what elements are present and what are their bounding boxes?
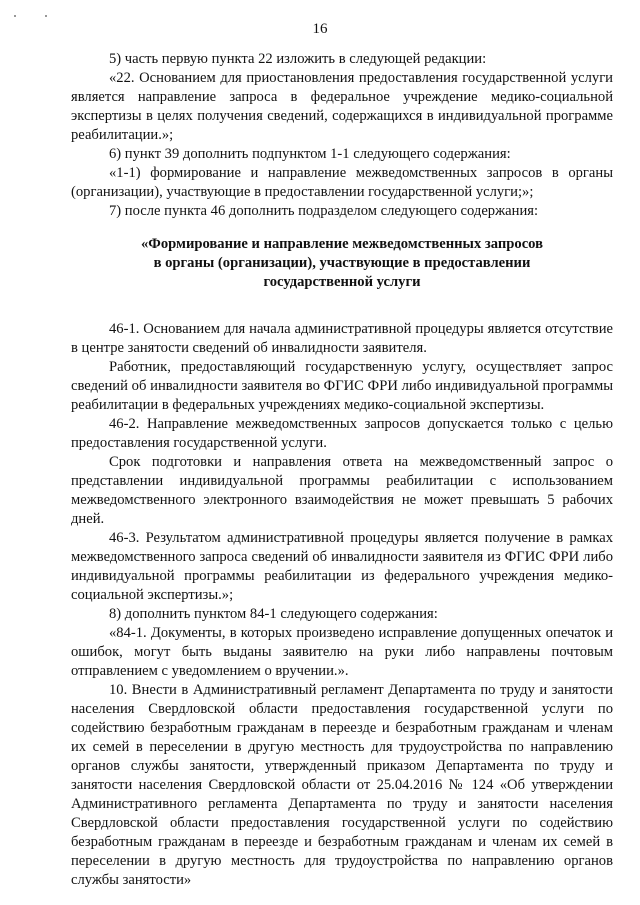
paragraph-quote-84-1: «84-1. Документы, в которых произведено исправление допущенных опечаток и ошибок, могут быть выданы заявителю на руки либо направлены почтовым отправлением с уведомлением о вручении.». xyxy=(71,625,613,679)
paragraph-response-term: Срок подготовки и направления ответа на межведомственный запрос о представлении индивидуальной программы реабилитации с использованием межведомственного электронного взаимодействия не может превышать 5 рабочих дней. xyxy=(71,454,613,527)
paragraph-item-8: 8) дополнить пунктом 84-1 следующего содержания: xyxy=(109,606,438,622)
scan-speck xyxy=(45,15,47,17)
paragraph-46-2: 46-2. Направление межведомственных запросов допускается только с целью предоставления государственной услуги. xyxy=(71,416,613,451)
heading-line: в органы (организации), участвующие в предоставлении xyxy=(153,255,531,271)
scan-speck xyxy=(14,15,16,17)
paragraph-quote-22: «22. Основанием для приостановления предоставления государственной услуги является направление запроса в федеральное учреждение медико-социальной экспертизы в целях получения сведений, содержащихся в индивидуальной программе реабилитации.»; xyxy=(71,70,613,143)
paragraph-item-10: 10. Внести в Административный регламент Департамента по труду и занятости населения Свердловской области предоставления государственной услуги по содействию безработным гражданам в переезде и безработным гражданам и членам их семей в переселении в другую местность для трудоустройства по направлению органов службы занятости, утвержденный приказом Департамента по труду и занятости населения Свердловской области от 25.04.2016 № 124 «Об утверждении Административного регламента Департамента по труду и занятости населения Свердловской области предоставления государственной услуги по содействию безработным гражданам в переезде и безработным гражданам и членам их семей в переселении в другую местность для трудоустройства по направлению органов службы занятости» xyxy=(71,682,613,888)
heading-line: «Формирование и направление межведомственных запросов xyxy=(141,236,543,252)
section-heading xyxy=(71,235,613,292)
heading-line: государственной услуги xyxy=(263,274,421,290)
paragraph-46-1: 46-1. Основанием для начала административной процедуры является отсутствие в центре занятости сведений об инвалидности заявителя. xyxy=(71,321,613,356)
paragraph-item-7: 7) после пункта 46 дополнить подразделом следующего содержания: xyxy=(109,203,539,219)
document-body xyxy=(71,50,613,890)
page-number: 16 xyxy=(312,21,328,37)
paragraph-quote-1-1: «1-1) формирование и направление межведомственных запросов в органы (организации), участвующие в предоставлении государственной услуги;»; xyxy=(71,165,613,200)
paragraph-46-3: 46-3. Результатом административной процедуры является получение в рамках межведомственного запроса сведений об инвалидности заявителя из ФГИС ФРИ либо индивидуальной программы реабилитации из федерального учреждения медико-социальной экспертизы.»; xyxy=(71,530,613,603)
paragraph-item-6: 6) пункт 39 дополнить подпунктом 1-1 следующего содержания: xyxy=(109,146,511,162)
paragraph-worker-request: Работник, предоставляющий государственную услугу, осуществляет запрос сведений об инвалидности заявителя во ФГИС ФРИ либо индивидуальной программы реабилитации в федеральных учреждениях медико-социальной экспертизы. xyxy=(71,359,613,413)
paragraph-item-5: 5) часть первую пункта 22 изложить в следующей редакции: xyxy=(109,51,487,67)
